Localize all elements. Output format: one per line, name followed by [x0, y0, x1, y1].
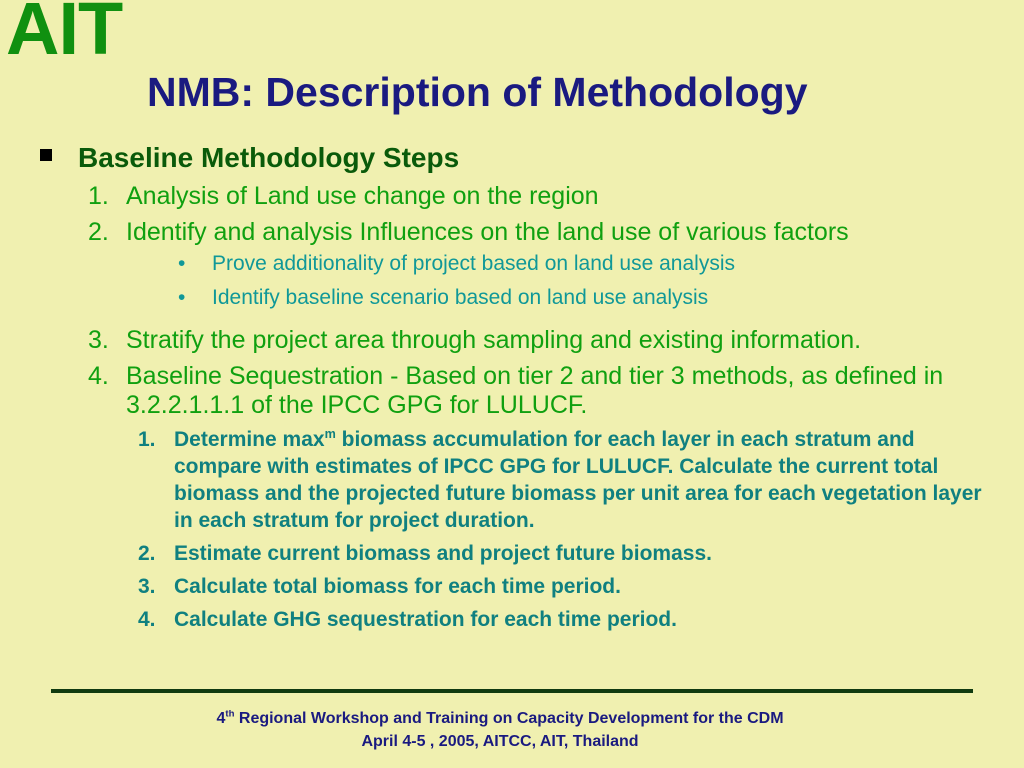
inner-step-number: 1. — [138, 428, 156, 451]
steps-list — [88, 182, 988, 646]
inner-step-item — [126, 426, 988, 534]
inner-step-text: Estimate current biomass and project future biomass. — [174, 542, 712, 565]
inner-step-number: 4. — [138, 608, 156, 631]
footer-divider — [51, 689, 973, 693]
square-bullet-icon — [40, 149, 52, 161]
section-heading: Baseline Methodology Steps — [78, 142, 460, 173]
step-item — [88, 218, 988, 319]
sub-bullet-text: Prove additionality of project based on land use analysis — [212, 252, 735, 275]
sub-bullet-item — [126, 251, 988, 277]
step-item — [88, 362, 988, 639]
sub-bullet-item — [126, 285, 988, 311]
bullet-dot-icon: • — [178, 252, 186, 275]
step-text: Stratify the project area through sampling and existing information. — [126, 326, 862, 354]
footer-line-2: April 4-5 , 2005, AITCC, AIT, Thailand — [361, 733, 639, 750]
step-number: 1. — [88, 182, 109, 210]
inner-step-text: Determine $\max^m$ biomass accumulation for each layer in each stratum and compare with estimates of IPCC GPG for LULUCF. Calculate the current total biomass and the projected future biomass per unit area for each vegetation layer in each stratum for project duration. — [174, 427, 982, 532]
inner-step-item — [126, 573, 988, 600]
step-item — [88, 326, 988, 355]
inner-step-text: Calculate total biomass for each time period. — [174, 575, 621, 598]
inner-step-item — [126, 606, 988, 633]
inner-step-number: 2. — [138, 542, 156, 565]
step-text: Identify and analysis Influences on the land use of various factors — [126, 218, 849, 246]
step-number: 4. — [88, 362, 109, 390]
footer-line-1: 4th Regional Workshop and Training on Capacity Development for the CDM — [216, 708, 784, 727]
inner-step-number: 3. — [138, 575, 156, 598]
inner-numbered-list — [126, 426, 988, 633]
step-item — [88, 182, 988, 211]
step-text: Analysis of Land use change on the region — [126, 182, 599, 210]
inner-step-text: Calculate GHG sequestration for each time period. — [174, 608, 677, 631]
inner-step-item — [126, 540, 988, 567]
step-number: 3. — [88, 326, 109, 354]
ait-logo: AIT — [6, 0, 123, 70]
heading-row — [40, 142, 459, 174]
step-number: 2. — [88, 218, 109, 246]
footer — [0, 707, 1000, 753]
step-text: Baseline Sequestration - Based on tier 2 and tier 3 methods, as defined in 3.2.2.1.1.1 of the IPCC GPG for LULUCF. — [126, 362, 944, 419]
sub-bullet-list — [126, 251, 988, 311]
bullet-dot-icon: • — [178, 286, 186, 309]
slide-title: NMB: Description of Methodology — [147, 69, 808, 115]
sub-bullet-text: Identify baseline scenario based on land use analysis — [212, 286, 709, 309]
